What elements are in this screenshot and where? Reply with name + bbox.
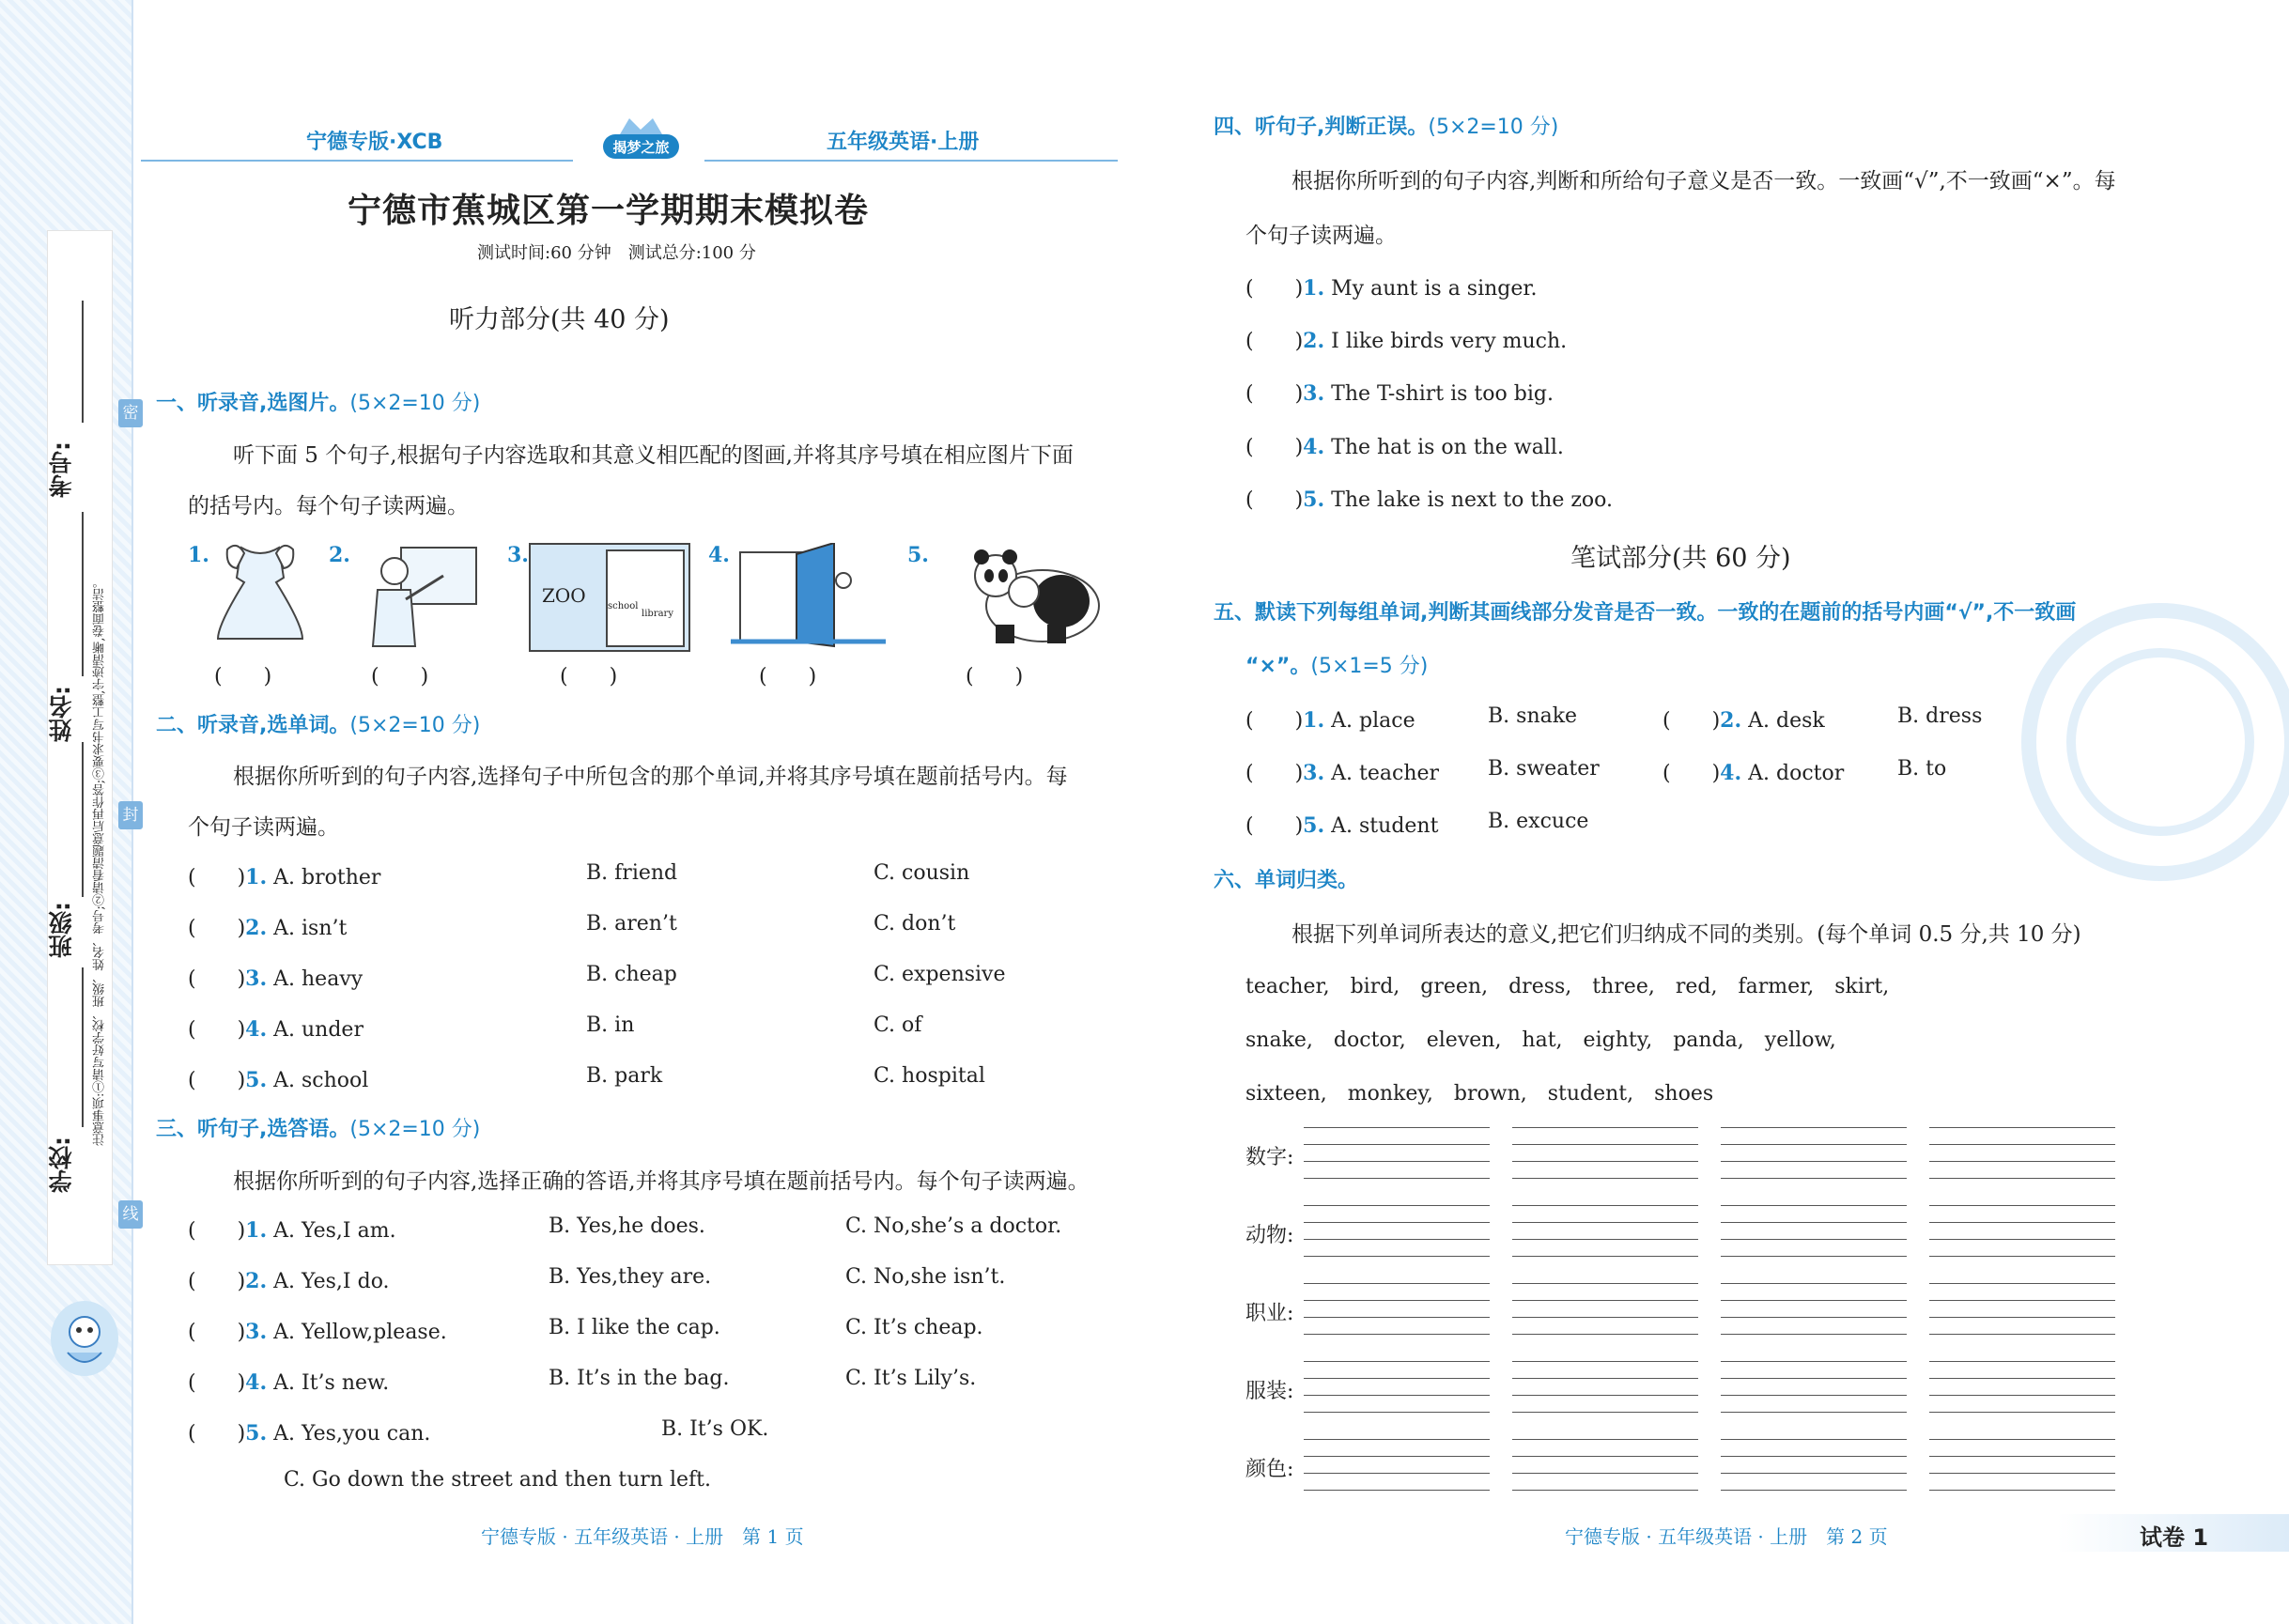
answer-line[interactable] [1721, 1239, 1907, 1240]
word-list-1: teacher, bird, green, dress, three, red, farmer, skirt, [1245, 975, 1890, 998]
answer-line[interactable] [1721, 1178, 1907, 1179]
answer-line[interactable] [1929, 1378, 2115, 1379]
answer-line[interactable] [1721, 1161, 1907, 1162]
pic1-answer[interactable]: ( ) [214, 665, 272, 688]
answer-line[interactable] [1512, 1361, 1698, 1362]
answer-line[interactable] [1929, 1334, 2115, 1335]
answer-line[interactable] [1721, 1300, 1907, 1301]
logo-icon [601, 111, 681, 162]
answer-line[interactable] [1304, 1439, 1490, 1440]
category-numbers: 数字: [1245, 1146, 1294, 1169]
answer-line[interactable] [1929, 1161, 2115, 1162]
s6-instruction: 根据下列单词所表达的意义,把它们归纳成不同的类别。(每个单词 0.5 分,共 10 分) [1291, 922, 2081, 947]
s5-item: ( )3. A. teacher [1245, 761, 1440, 785]
exam-no-label: 考号: [48, 441, 75, 498]
s3-item: ( )4. A. It’s new. [188, 1370, 390, 1395]
answer-line[interactable] [1929, 1439, 2115, 1440]
s1-title [156, 387, 480, 416]
header-rule-left [141, 160, 573, 162]
s2-instruction-2: 个句子读两遍。 [188, 815, 339, 840]
footer-page-2: 宁德专版 · 五年级英语 · 上册 第 2 页 [1565, 1525, 1888, 1548]
answer-line[interactable] [1929, 1256, 2115, 1257]
s3-option-c: C. It’s Lily’s. [845, 1367, 977, 1390]
answer-line[interactable] [1304, 1161, 1490, 1162]
answer-line[interactable] [1512, 1300, 1698, 1301]
s3-option-c: C. It’s cheap. [845, 1316, 983, 1339]
s4-item: ( )5. The lake is next to the zoo. [1245, 487, 1614, 512]
seal-feng: 封 [118, 801, 143, 829]
s3-option-b: B. I like the cap. [549, 1316, 720, 1339]
s5-title-2 [1245, 650, 1428, 679]
answer-blank[interactable]: ( ) [1245, 709, 1304, 733]
s3-item: ( )1. A. Yes,I am. [188, 1218, 396, 1243]
door-picture [731, 543, 886, 655]
answer-line[interactable] [1512, 1490, 1698, 1491]
answer-line[interactable] [1512, 1283, 1698, 1284]
answer-blank[interactable]: ( ) [1245, 277, 1304, 301]
school-label: 学校: [48, 1137, 75, 1193]
s2-option-c: C. hospital [874, 1064, 985, 1088]
answer-line[interactable] [1512, 1334, 1698, 1335]
s4-item: ( )2. I like birds very much. [1245, 329, 1568, 353]
class-label: 班级: [48, 902, 75, 958]
mascot-icon [47, 1296, 122, 1381]
exam-subtitle: 测试时间:60 分钟 测试总分:100 分 [477, 243, 756, 263]
s3-item: ( )5. A. Yes,you can. [188, 1421, 431, 1446]
answer-line[interactable] [1721, 1127, 1907, 1128]
pic4-number: 4. [708, 543, 730, 567]
answer-line[interactable] [1304, 1205, 1490, 1206]
s5-item: ( )2. A. desk [1663, 708, 1825, 733]
answer-line[interactable] [1512, 1178, 1698, 1179]
s3-option-b: B. It’s OK. [661, 1417, 769, 1441]
answer-line[interactable] [1929, 1144, 2115, 1145]
s2-option-c: C. expensive [874, 963, 1006, 986]
answer-line[interactable] [1304, 1239, 1490, 1240]
answer-line[interactable] [1304, 1334, 1490, 1335]
panda-picture [958, 540, 1108, 652]
s3-title [156, 1113, 480, 1142]
writing-title: 笔试部分(共 60 分) [1570, 544, 1791, 573]
s5-option-b: B. sweater [1488, 757, 1600, 781]
answer-line[interactable] [1721, 1456, 1907, 1457]
s4-title [1214, 111, 1558, 140]
answer-line[interactable] [1512, 1144, 1698, 1145]
s5-option-b: B. to [1897, 757, 1947, 781]
answer-blank[interactable]: ( ) [188, 917, 246, 940]
school-field[interactable] [82, 967, 84, 1127]
s3-option-c: C. No,she’s a doctor. [845, 1214, 1062, 1238]
s2-option-b: B. in [586, 1013, 635, 1037]
answer-line[interactable] [1304, 1395, 1490, 1396]
answer-line[interactable] [1929, 1412, 2115, 1413]
answer-blank[interactable]: ( ) [188, 866, 246, 889]
answer-line[interactable] [1304, 1378, 1490, 1379]
answer-line[interactable] [1512, 1378, 1698, 1379]
s1-instruction-2: 的括号内。每个句子读两遍。 [188, 494, 469, 518]
answer-line[interactable] [1721, 1473, 1907, 1474]
listening-title: 听力部分(共 40 分) [449, 305, 670, 334]
pic2-number: 2. [329, 543, 350, 567]
answer-line[interactable] [1304, 1178, 1490, 1179]
answer-blank[interactable]: ( ) [1245, 436, 1304, 459]
s2-option-b: B. friend [586, 861, 678, 885]
s5-title-1: 五、默读下列每组单词,判断其画线部分发音是否一致。一致的在题前的括号内画“√”,不一致画 [1214, 601, 2077, 625]
answer-line[interactable] [1721, 1490, 1907, 1491]
s5-item: ( )1. A. place [1245, 708, 1415, 733]
answer-line[interactable] [1304, 1473, 1490, 1474]
s2-option-c: C. cousin [874, 861, 970, 885]
seal-xian: 线 [118, 1200, 143, 1229]
answer-line[interactable] [1929, 1473, 2115, 1474]
school-sign: school [608, 601, 639, 611]
dress-picture [209, 540, 312, 652]
s3-option-c: C. Go down the street and then turn left. [284, 1468, 711, 1492]
answer-line[interactable] [1304, 1144, 1490, 1145]
s5-score: (5×1=5 分) [1310, 655, 1429, 678]
notice-text: 注意事项:①请写好学校、班级、姓名、考号;②请看清题意后再作答;③要求书写工整,字迹清晰,卷面整洁。 [93, 576, 107, 1146]
s2-item: ( )5. A. school [188, 1068, 369, 1092]
answer-line[interactable] [1304, 1456, 1490, 1457]
answer-blank[interactable]: ( ) [1663, 762, 1721, 785]
answer-line[interactable] [1929, 1361, 2115, 1362]
s4-instruction-1: 根据你所听到的句子内容,判断和所给句子意义是否一致。一致画“√”,不一致画“×”。每 [1291, 169, 2116, 193]
answer-line[interactable] [1929, 1127, 2115, 1128]
pic3-number: 3. [507, 543, 529, 567]
category-colors: 颜色: [1245, 1458, 1294, 1481]
answer-line[interactable] [1512, 1205, 1698, 1206]
answer-line[interactable] [1721, 1144, 1907, 1145]
s2-item: ( )4. A. under [188, 1017, 363, 1042]
header-rule-right [704, 160, 1118, 162]
answer-line[interactable] [1304, 1283, 1490, 1284]
answer-line[interactable] [1929, 1456, 2115, 1457]
s4-item: ( )3. The T-shirt is too big. [1245, 381, 1554, 406]
answer-blank[interactable]: ( ) [188, 1219, 246, 1243]
s3-option-c: C. No,she isn’t. [845, 1265, 1006, 1289]
answer-line[interactable] [1304, 1300, 1490, 1301]
answer-line[interactable] [1512, 1473, 1698, 1474]
answer-line[interactable] [1721, 1395, 1907, 1396]
answer-line[interactable] [1721, 1334, 1907, 1335]
signs-picture [529, 543, 690, 652]
answer-line[interactable] [1929, 1300, 2115, 1301]
s2-item: ( )1. A. brother [188, 865, 381, 889]
answer-line[interactable] [1304, 1361, 1490, 1362]
s2-title [156, 709, 480, 738]
s2-option-c: C. of [874, 1013, 922, 1037]
answer-blank[interactable]: ( ) [1245, 382, 1304, 406]
answer-line[interactable] [1512, 1412, 1698, 1413]
name-label: 姓名: [48, 686, 75, 742]
s2-option-b: B. cheap [586, 963, 677, 986]
answer-blank[interactable]: ( ) [188, 1321, 246, 1344]
answer-line[interactable] [1304, 1490, 1490, 1491]
s5-title-2-text: “×”。 [1245, 655, 1311, 678]
category-jobs: 职业: [1245, 1302, 1294, 1325]
page-title: 宁德市蕉城区第一学期期末模拟卷 [348, 192, 870, 230]
answer-line[interactable] [1721, 1205, 1907, 1206]
seal-watermark [2019, 601, 2289, 883]
s2-option-b: B. park [586, 1064, 663, 1088]
answer-blank[interactable]: ( ) [1245, 814, 1304, 838]
answer-line[interactable] [1512, 1127, 1698, 1128]
answer-line[interactable] [1512, 1222, 1698, 1223]
answer-line[interactable] [1721, 1317, 1907, 1318]
answer-blank[interactable]: ( ) [1245, 762, 1304, 785]
pic5-number: 5. [907, 543, 929, 567]
s2-item: ( )3. A. heavy [188, 967, 363, 991]
category-clothes: 服装: [1245, 1380, 1294, 1403]
s2-score: (5×2=10 分) [349, 714, 481, 737]
answer-line[interactable] [1512, 1161, 1698, 1162]
answer-line[interactable] [1721, 1412, 1907, 1413]
zoo-sign: ZOO [542, 584, 586, 607]
s4-item: ( )4. The hat is on the wall. [1245, 435, 1564, 459]
s3-item: ( )2. A. Yes,I do. [188, 1269, 390, 1293]
s3-title-text: 三、听句子,选答语。 [156, 1118, 350, 1141]
answer-line[interactable] [1929, 1317, 2115, 1318]
s5-option-b: B. excuce [1488, 810, 1589, 833]
footer-badge: 试卷 1 [2140, 1524, 2209, 1551]
word-list-2: snake, doctor, eleven, hat, eighty, panda, yellow, [1245, 1029, 1836, 1052]
answer-line[interactable] [1721, 1283, 1907, 1284]
class-field[interactable] [82, 742, 84, 897]
answer-line[interactable] [1304, 1317, 1490, 1318]
answer-line[interactable] [1721, 1378, 1907, 1379]
teacher-picture [349, 543, 481, 655]
answer-line[interactable] [1929, 1239, 2115, 1240]
s5-item: ( )5. A. student [1245, 813, 1439, 838]
answer-blank[interactable]: ( ) [188, 1018, 246, 1042]
answer-line[interactable] [1304, 1256, 1490, 1257]
answer-line[interactable] [1304, 1222, 1490, 1223]
answer-blank[interactable]: ( ) [188, 967, 246, 991]
s1-title-text: 一、听录音,选图片。 [156, 392, 350, 415]
seal-mi: 密 [118, 399, 143, 427]
s3-option-b: B. Yes,he does. [549, 1214, 705, 1238]
answer-line[interactable] [1929, 1395, 2115, 1396]
s5-item: ( )4. A. doctor [1663, 761, 1845, 785]
pic2-answer[interactable]: ( ) [371, 665, 429, 688]
pic4-answer[interactable]: ( ) [759, 665, 817, 688]
s2-option-b: B. aren’t [586, 912, 677, 936]
answer-line[interactable] [1929, 1178, 2115, 1179]
answer-line[interactable] [1721, 1439, 1907, 1440]
answer-blank[interactable]: ( ) [1663, 709, 1721, 733]
answer-line[interactable] [1929, 1490, 2115, 1491]
answer-line[interactable] [1929, 1222, 2115, 1223]
answer-line[interactable] [1721, 1361, 1907, 1362]
footer-page-1: 宁德专版 · 五年级英语 · 上册 第 1 页 [481, 1525, 804, 1548]
s5-option-b: B. dress [1897, 704, 1983, 728]
s2-item: ( )2. A. isn’t [188, 916, 348, 940]
s4-title-text: 四、听句子,判断正误。 [1214, 116, 1429, 139]
s4-instruction-2: 个句子读两遍。 [1245, 224, 1397, 248]
word-list-3: sixteen, monkey, brown, student, shoes [1245, 1082, 1714, 1106]
answer-blank[interactable]: ( ) [188, 1422, 246, 1446]
answer-line[interactable] [1512, 1239, 1698, 1240]
answer-blank[interactable]: ( ) [188, 1371, 246, 1395]
name-field[interactable] [82, 512, 84, 676]
s1-score: (5×2=10 分) [349, 392, 481, 415]
s3-item: ( )3. A. Yellow,please. [188, 1320, 447, 1344]
answer-line[interactable] [1512, 1256, 1698, 1257]
answer-line[interactable] [1304, 1412, 1490, 1413]
pic5-answer[interactable]: ( ) [966, 665, 1024, 688]
answer-line[interactable] [1512, 1395, 1698, 1396]
answer-line[interactable] [1721, 1256, 1907, 1257]
s3-instruction: 根据你所听到的句子内容,选择正确的答语,并将其序号填在题前括号内。每个句子读两遍。 [233, 1169, 1090, 1194]
s3-score: (5×2=10 分) [349, 1118, 481, 1141]
pic1-number: 1. [188, 543, 209, 567]
s3-option-b: B. It’s in the bag. [549, 1367, 730, 1390]
logo-text: 揭梦之旅 [612, 139, 670, 156]
s4-item: ( )1. My aunt is a singer. [1245, 276, 1538, 301]
answer-blank[interactable]: ( ) [1245, 330, 1304, 353]
answer-line[interactable] [1512, 1456, 1698, 1457]
s2-title-text: 二、听录音,选单词。 [156, 714, 350, 737]
s4-score: (5×2=10 分) [1428, 116, 1559, 139]
library-sign: library [642, 609, 673, 619]
answer-blank[interactable]: ( ) [188, 1069, 246, 1092]
answer-line[interactable] [1512, 1317, 1698, 1318]
s2-option-c: C. don’t [874, 912, 956, 936]
answer-blank[interactable]: ( ) [1245, 488, 1304, 512]
s3-option-b: B. Yes,they are. [549, 1265, 712, 1289]
exam-no-field[interactable] [82, 301, 84, 423]
s2-instruction-1: 根据你所听到的句子内容,选择句子中所包含的那个单词,并将其序号填在题前括号内。每 [233, 765, 1068, 789]
answer-line[interactable] [1929, 1283, 2115, 1284]
answer-line[interactable] [1929, 1205, 2115, 1206]
pic3-answer[interactable]: ( ) [560, 665, 618, 688]
s1-instruction-1: 听下面 5 个句子,根据句子内容选取和其意义相匹配的图画,并将其序号填在相应图片下面 [233, 443, 1074, 468]
answer-blank[interactable]: ( ) [188, 1270, 246, 1293]
category-animals: 动物: [1245, 1224, 1294, 1247]
s6-title: 六、单词归类。 [1214, 869, 1359, 892]
s5-option-b: B. snake [1488, 704, 1578, 728]
answer-line[interactable] [1304, 1127, 1490, 1128]
header-grade: 五年级英语·上册 [827, 131, 980, 154]
answer-line[interactable] [1512, 1439, 1698, 1440]
header-edition: 宁德专版·XCB [306, 131, 443, 154]
answer-line[interactable] [1721, 1222, 1907, 1223]
